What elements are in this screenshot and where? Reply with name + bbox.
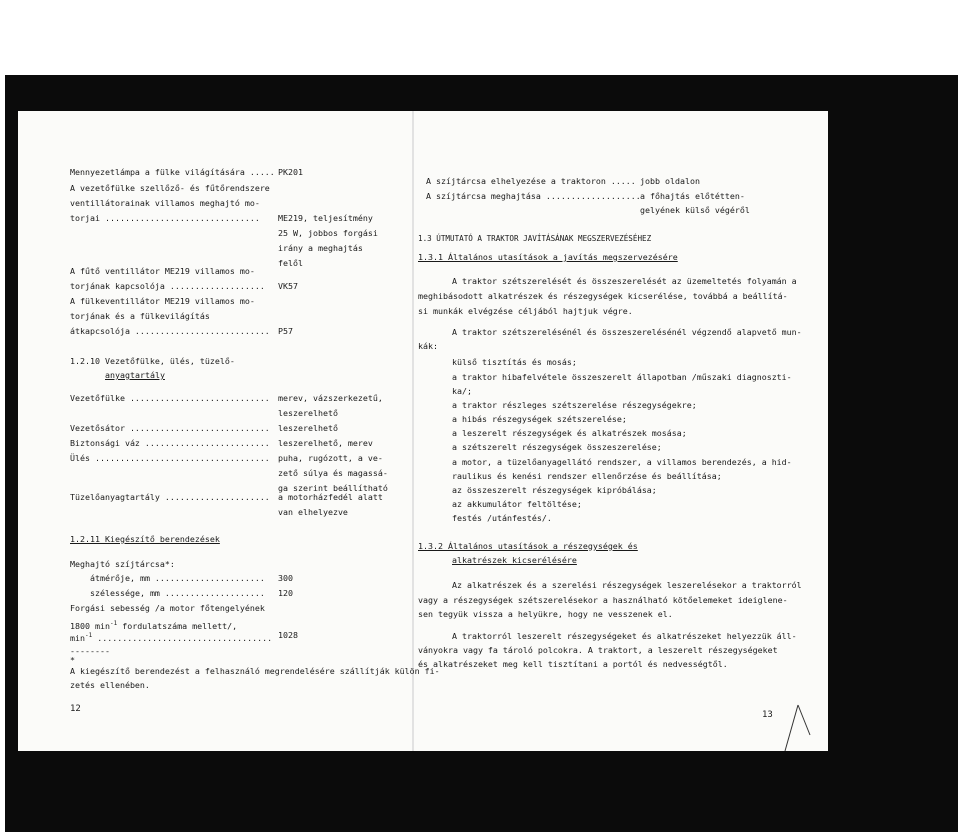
paragraph-line: sen tegyük vissza a helyükre, hogy ne vesszenek el. [418,609,673,619]
spec-item: Meghajtó szíjtárcsa*: [70,559,175,569]
list-item: raulikus és kenési rendszer ellenőrzése és beállítása; [452,471,722,481]
paragraph-line: és alkatrészeket meg kell tisztítani a portól és nedvességtől. [418,659,728,669]
left-line: ventillátorainak villamos meghajtó mo- [70,198,260,208]
list-item: a traktor hibafelvétele összeszerelt állapotban /műszaki diagnoszti- [452,372,792,382]
paragraph-line: kák: [418,341,438,351]
paragraph-line: A traktor szétszerelését és összeszerelését az üzemeltetés folyamán a [452,276,797,286]
left-line: A fülkeventillátor ME219 villamos mo- [70,296,255,306]
spec-value: 300 [278,573,293,583]
list-item: a motor, a tüzelőanyagellátó rendszer, a villamos berendezés, a hid- [452,457,792,467]
list-item: festés /utánfestés/. [452,513,552,523]
page-curl-mark [770,695,830,755]
spec-item: Tüzelőanyagtartály ..................... [70,492,270,502]
spec-value: ga szerint beállítható [278,483,388,493]
paragraph-line: Az alkatrészek és a szerelési részegységek leszerelésekor a traktorról [452,580,802,590]
spec-value: merev, vázszerkezetű, [278,393,383,403]
spec-value: 1028 [278,630,298,640]
list-item: a szétszerelt részegységek összeszerelése; [452,442,662,452]
spec-value: van elhelyezve [278,507,348,517]
spec-item: Ülés ................................... [70,453,270,463]
footnote-marker: * [70,655,75,665]
spec-value: felől [278,258,303,268]
footnote-rule: -------- [70,646,110,656]
left-line: átkapcsolója ........................... [70,326,270,336]
section-heading: 1.3.1 Általános utasítások a javítás megszervezésére [418,252,678,262]
spec-value: a motorházfedél alatt [278,492,383,502]
paragraph-line: ványokra vagy fa tároló polcokra. A traktort, a leszerelt részegységeket [418,645,778,655]
spec-value: gelyének külső végéről [640,205,750,215]
section-heading: 1.2.10 Vezetőfülke, ülés, tüzelő- [70,356,235,366]
spec-value: PK201 [278,167,303,177]
spec-item: Vezetőfülke ............................ [70,393,270,403]
footnote-text: zetés ellenében. [70,680,150,690]
section-heading: 1.2.11 Kiegészítő berendezések [70,534,220,544]
spec-value: 25 W, jobbos forgási [278,228,378,238]
spec-value: a főhajtás előtétten- [640,191,745,201]
paragraph-line: si munkák elvégzése céljából hajtjuk végre. [418,306,633,316]
spec-value: irány a meghajtás [278,243,363,253]
left-line: A fűtő ventillátor ME219 villamos mo- [70,266,255,276]
list-item: az összeszerelt részegységek kipróbálása; [452,485,657,495]
paragraph-line: meghibásodott alkatrészek és részegységek kicserélése, továbbá a beállítá- [418,291,788,301]
spec-value: puha, rugózott, a ve- [278,453,383,463]
paragraph-line: A traktor szétszerelésénél és összeszerelésénél végzendő alapvető mun- [452,327,802,337]
list-item: a hibás részegységek szétszerelése; [452,414,627,424]
spec-item: szélessége, mm .................... [90,588,265,598]
spec-value: leszerelhető [278,408,338,418]
spec-item: Forgási sebesség /a motor főtengelyének [70,603,265,613]
list-item: a leszerelt részegységek és alkatrészek mosása; [452,428,687,438]
paragraph-line: vagy a részegységek szétszerelésekor a használható kötőelemeket ideiglene- [418,595,788,605]
spec-value: VK57 [278,281,298,291]
page-number: 12 [70,704,81,714]
spec-value: P57 [278,326,293,336]
spec-value: leszerelhető [278,423,338,433]
spec-value: ME219, teljesítmény [278,213,373,223]
spec-item: Vezetősátor ............................ [70,423,270,433]
list-item: külső tisztítás és mosás; [452,357,577,367]
list-item: ka/; [452,386,472,396]
left-line: torjai ............................... [70,213,260,223]
list-item: az akkumulátor feltöltése; [452,499,582,509]
section-heading: anyagtartály [105,370,165,380]
left-line: Mennyezetlámpa a fülke világítására ..... [70,167,275,177]
spec-value: 120 [278,588,293,598]
right-line: A szíjtárcsa elhelyezése a traktoron ..... [426,176,636,186]
spec-item: átmérője, mm ...................... [90,573,265,583]
list-item: a traktor részleges szétszerelése részegységekre; [452,400,697,410]
paragraph-line: A traktorról leszerelt részegységeket és alkatrészeket helyezzük áll- [452,631,797,641]
section-heading: 1.3.2 Általános utasítások a részegységek és [418,541,638,551]
spec-value: zető súlya és magassá- [278,468,388,478]
left-line: torjának és a fülkevilágítás [70,311,210,321]
spec-value: leszerelhető, merev [278,438,373,448]
left-line: A vezetőfülke szellőző- és fűtőrendszere [70,183,270,193]
left-line: torjának kapcsolója ................... [70,281,265,291]
page-number: 13 [762,710,773,720]
chapter-heading: 1.3 ÚTMUTATÓ A TRAKTOR JAVÍTÁSÁNAK MEGSZERVEZÉSÉHEZ [418,234,652,243]
spec-item: Biztonsági váz ......................... [70,438,270,448]
spec-value: jobb oldalon [640,176,700,186]
spec-item: 1800 $\min^{-1}$ fordulatszáma mellett/, [70,620,238,631]
footnote-text: A kiegészítő berendezést a felhasználó megrendelésére szállítják külön fi- [70,666,440,676]
section-heading: alkatrészek kicserélésére [452,555,577,565]
spec-item: $\min^{-1}$ ................................... [70,632,273,643]
page-gutter [412,111,414,751]
right-line: A szíjtárcsa meghajtása ................... [426,191,641,201]
